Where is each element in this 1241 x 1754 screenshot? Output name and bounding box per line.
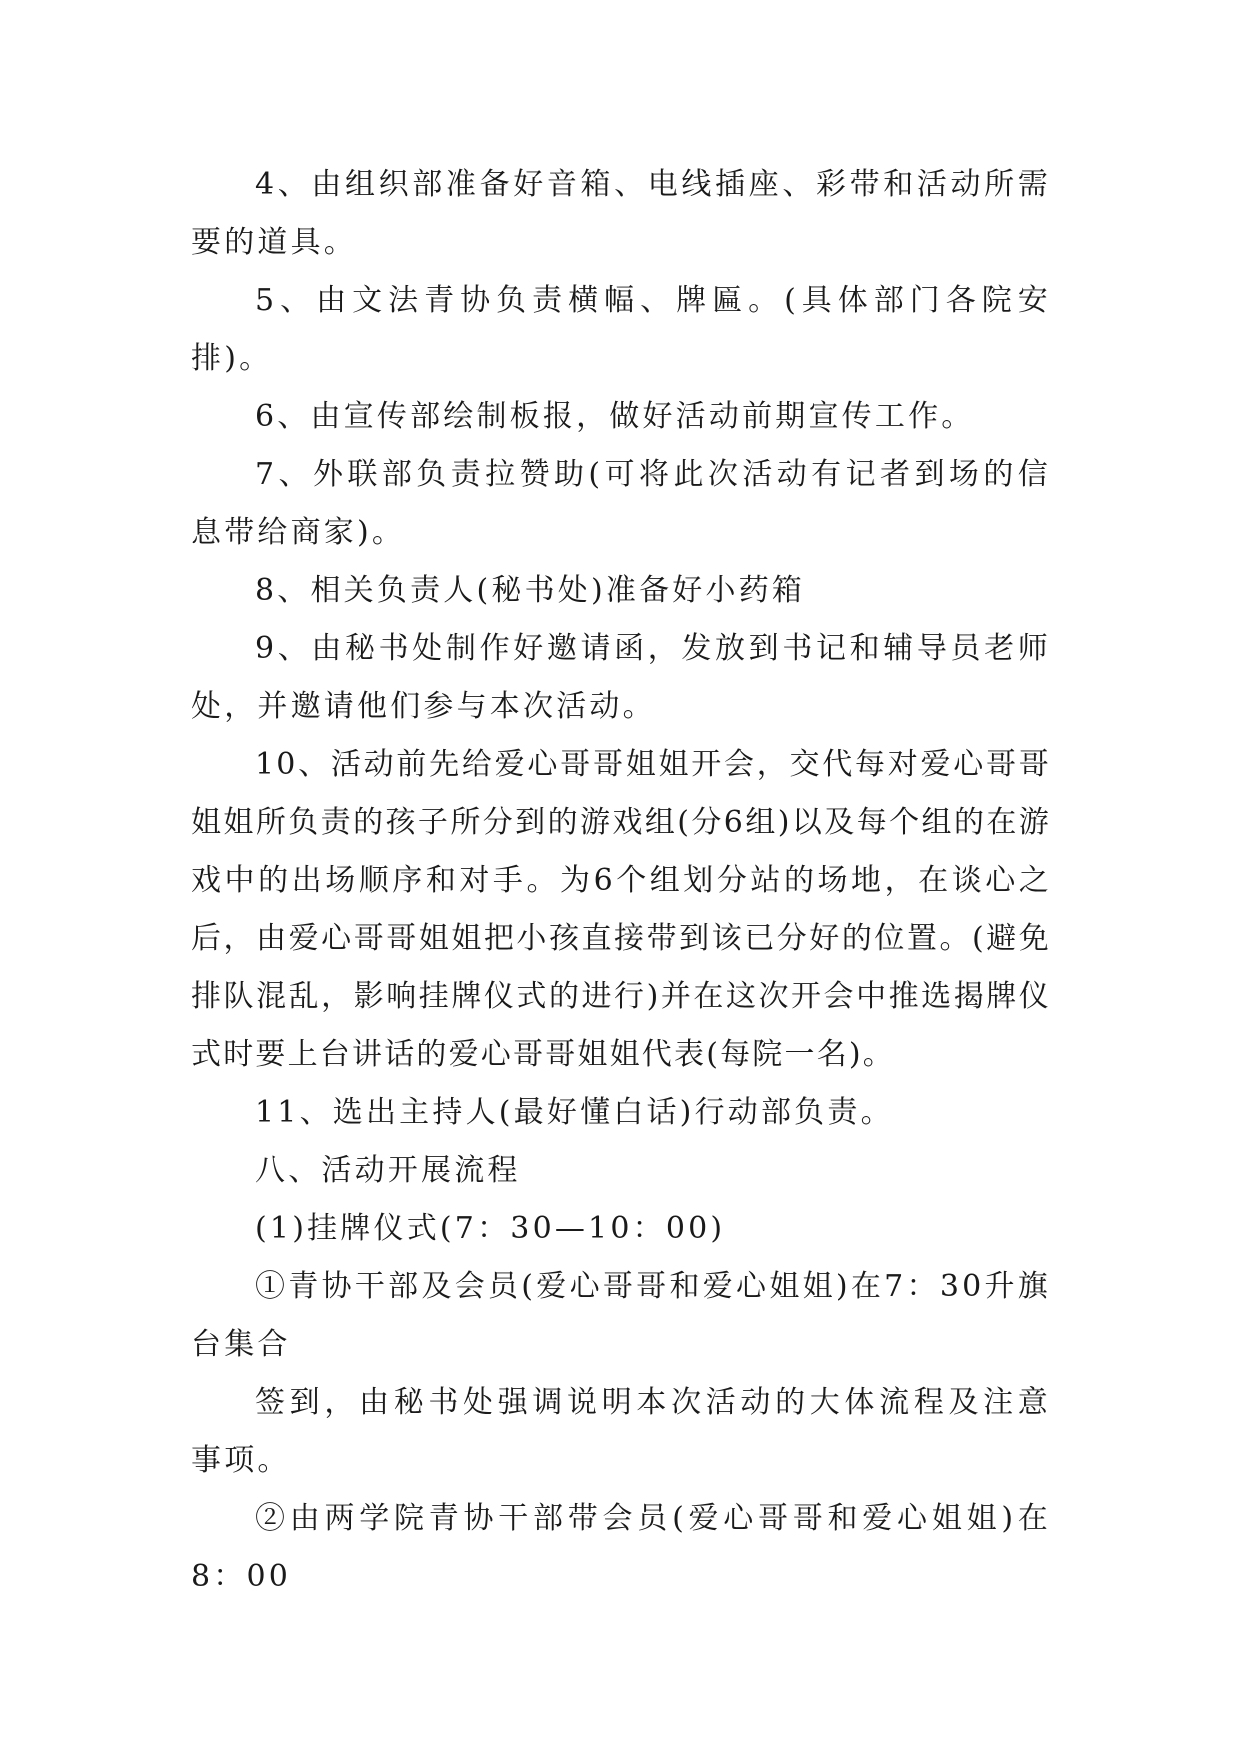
paragraph-10: 10、活动前先给爱心哥哥姐姐开会，交代每对爱心哥哥姐姐所负责的孩子所分到的游戏组(分6组)以及每个组的在游戏中的出场顺序和对手。为6个组划分站的场地，在谈心之后，由爱心哥哥姐姐把小孩直接带到该已分好的位置。(避免排队混乱，影响挂牌仪式的进行)并在这次开会中推选揭牌仪式时要上台讲话的爱心哥哥姐姐代表(每院一名)。 xyxy=(191,747,1051,1072)
subsection-heading-1: (1)挂牌仪式(7：30—10：00) xyxy=(255,1211,726,1246)
paragraph-4: 4、由组织部准备好音箱、电线插座、彩带和活动所需要的道具。 xyxy=(191,167,1051,260)
section-heading-8: 八、活动开展流程 xyxy=(255,1153,521,1188)
step-1: ①青协干部及会员(爱心哥哥和爱心姐姐)在7：30升旗台集合 xyxy=(191,1269,1051,1362)
paragraph-9: 9、由秘书处制作好邀请函，发放到书记和辅导员老师处，并邀请他们参与本次活动。 xyxy=(191,631,1051,724)
paragraph-8: 8、相关负责人(秘书处)准备好小药箱 xyxy=(255,573,806,608)
paragraph-7: 7、外联部负责拉赞助(可将此次活动有记者到场的信息带给商家)。 xyxy=(191,457,1051,550)
paragraph-5: 5、由文法青协负责横幅、牌匾。(具体部门各院安排)。 xyxy=(191,283,1051,376)
document-body xyxy=(191,156,1051,1606)
paragraph-6: 6、由宣传部绘制板报，做好活动前期宣传工作。 xyxy=(255,399,975,434)
step-1-signin: 签到，由秘书处强调说明本次活动的大体流程及注意事项。 xyxy=(191,1385,1051,1478)
step-2: ②由两学院青协干部带会员(爱心哥哥和爱心姐姐)在8：00 xyxy=(191,1501,1051,1594)
paragraph-11: 11、选出主持人(最好懂白话)行动部负责。 xyxy=(255,1095,894,1130)
